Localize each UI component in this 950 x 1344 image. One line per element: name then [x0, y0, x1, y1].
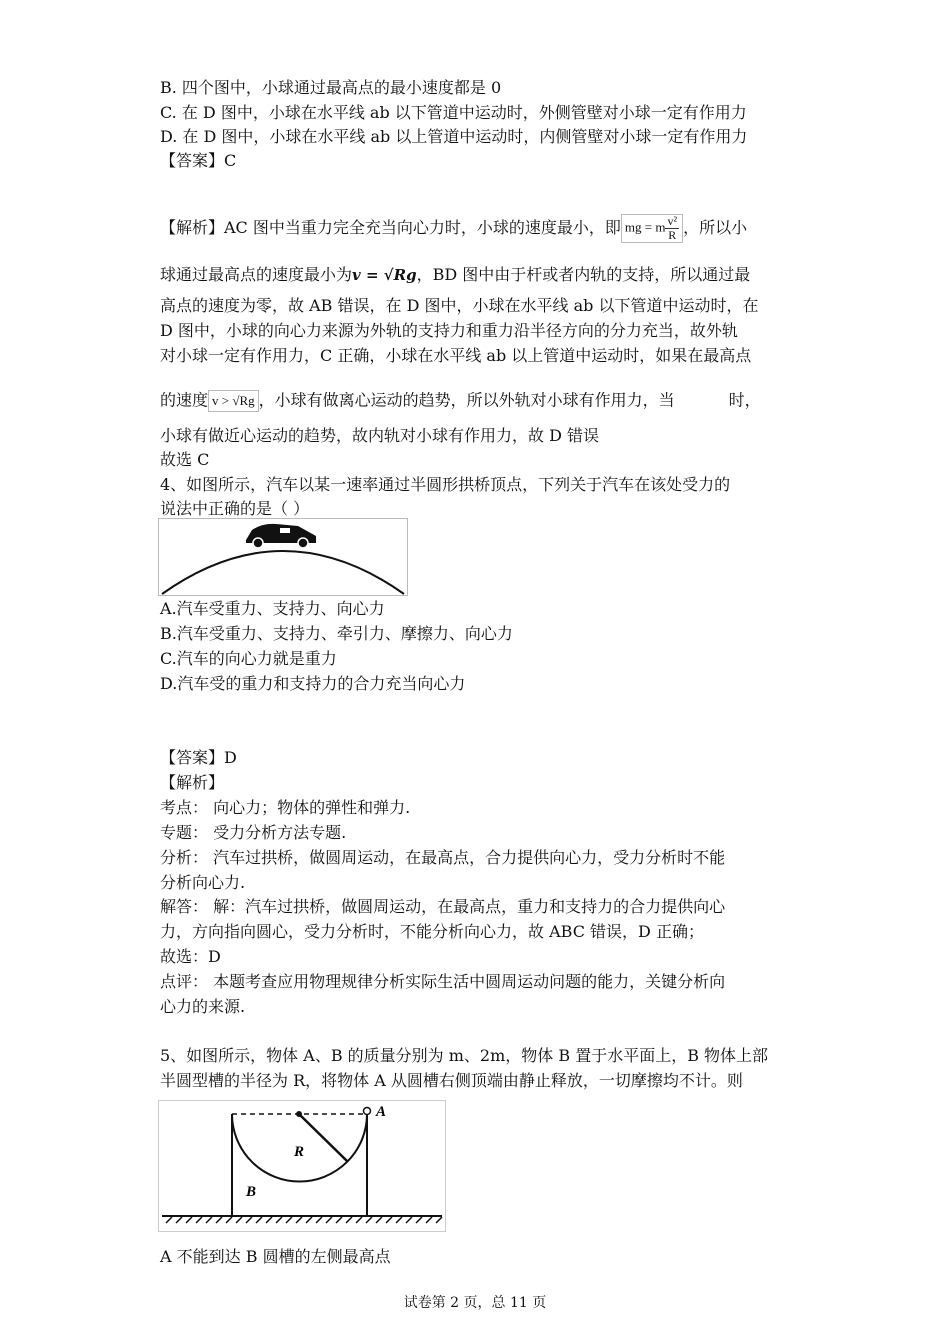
q3-analysis-line-1	[160, 214, 747, 243]
q3-analysis-line-3: 高点的速度为零，故 AB 错误，在 D 图中，小球在水平线 ab 以下管道中运动时，在	[160, 296, 759, 315]
label-a: A	[376, 1104, 387, 1120]
q3-analysis-line-2	[160, 265, 750, 285]
q4-kaodian: 考点： 向心力；物体的弹性和弹力.	[160, 798, 411, 817]
car-icon	[246, 524, 316, 548]
q3-analysis-line-4: D 图中，小球的向心力来源为外轨的支持力和重力沿半径方向的分力充当，故外轨	[160, 321, 738, 340]
q4-analysis-title: 【解析】	[160, 773, 225, 792]
q3-option-b: B. 四个图中，小球通过最高点的最小速度都是 0	[160, 78, 502, 97]
q3-option-c: C. 在 D 图中，小球在水平线 ab 以下管道中运动时，外侧管壁对小球一定有作用力	[160, 103, 747, 122]
ground-hatching	[166, 1217, 442, 1223]
q4-option-a: A.汽车受重力、支持力、向心力	[160, 599, 385, 618]
figure-border	[159, 1101, 446, 1232]
q4-fenxi-line-1: 分析： 汽车过拱桥，做圆周运动，在最高点，合力提供向心力，受力分析时不能	[160, 848, 726, 867]
q4-dianping-line-2: 心力的来源.	[160, 997, 246, 1016]
q3-analysis-line-5: 对小球一定有作用力，C 正确，小球在水平线 ab 以上管道中运动时，如果在最高点	[160, 346, 752, 365]
q3-analysis-line-6	[160, 390, 761, 412]
q5-stem-line-2: 半圆型槽的半径为 R，将物体 A 从圆槽右侧顶端由静止释放，一切摩擦均不计。则	[160, 1071, 743, 1090]
q4-choice: 故选：D	[160, 947, 221, 966]
q4-jieda-line-1: 解答： 解：汽车过拱桥，做圆周运动，在最高点，重力和支持力的合力提供向心	[160, 897, 726, 916]
fraction-numerator: v²	[667, 214, 678, 228]
q3-analysis-line-7: 小球有做近心运动的趋势，故内轨对小球有作用力，故 D 错误	[160, 426, 600, 445]
analysis-text: 球通过最高点的速度最小为	[160, 265, 353, 284]
q4-dianping-line-1: 点评： 本题考查应用物理规律分析实际生活中圆周运动问题的能力，关键分析向	[160, 972, 726, 991]
page-footer: 试卷第 2 页，总 11 页	[403, 1295, 547, 1311]
formula-v-greater-sqrt-rg: v > √Rg	[208, 390, 259, 412]
q4-stem-line-1: 4、如图所示，汽车以某一速率通过半圆形拱桥顶点，下列关于汽车在该处受力的	[160, 475, 731, 494]
q4-zhuanti: 专题： 受力分析方法专题.	[160, 823, 347, 842]
q3-answer: 【答案】C	[160, 151, 237, 170]
analysis-text: ，BD 图中由于杆或者内轨的支持，所以通过最	[416, 265, 751, 284]
q3-choice: 故选 C	[160, 450, 210, 469]
q4-option-c: C.汽车的向心力就是重力	[160, 649, 337, 668]
radius-line	[299, 1114, 347, 1161]
analysis-text: 的速度	[160, 390, 209, 410]
formula-mg-part: mg = m	[624, 219, 666, 235]
q5-option-a: A 不能到达 B 圆槽的左侧最高点	[160, 1247, 391, 1266]
q4-fenxi-line-2: 分析向心力.	[160, 873, 246, 892]
label-b: B	[246, 1184, 257, 1200]
arch-bridge-figure	[158, 518, 408, 596]
bridge-arc	[162, 551, 404, 594]
q3-option-d: D. 在 D 图中，小球在水平线 ab 以上管道中运动时，内侧管壁对小球一定有作用力	[160, 127, 748, 146]
analysis-text: 【解析】AC 图中当重力完全充当向心力时，小球的速度最小，即	[160, 218, 621, 237]
formula-v-min: v = √Rg	[352, 266, 417, 284]
fraction-denominator: R	[668, 228, 677, 242]
q4-option-b: B.汽车受重力、支持力、牵引力、摩擦力、向心力	[160, 624, 513, 643]
formula-mg-equals-mv2-over-r	[621, 214, 683, 243]
analysis-text-end: ，所以小	[683, 218, 748, 237]
q4-option-d: D.汽车受的重力和支持力的合力充当向心力	[160, 674, 466, 693]
q4-stem-line-2: 说法中正确的是（ ）	[160, 499, 310, 518]
analysis-text: ，小球有做离心运动的趋势，所以外轨对小球有作用力，当	[258, 390, 675, 410]
q4-jieda-line-2: 力，方向指向圆心，受力分析时，不能分析向心力，故 ABC 错误，D 正确；	[160, 922, 704, 941]
semicircular-groove-figure	[158, 1100, 446, 1232]
fraction	[665, 215, 679, 242]
q5-stem-line-1: 5、如图所示，物体 A、B 的质量分别为 m、2m，物体 B 置于水平面上，B 物体上部	[160, 1046, 769, 1065]
analysis-text: 时，	[728, 390, 761, 410]
label-r: R	[294, 1144, 305, 1160]
q4-answer: 【答案】D	[160, 748, 237, 767]
object-a-circle	[364, 1108, 371, 1115]
